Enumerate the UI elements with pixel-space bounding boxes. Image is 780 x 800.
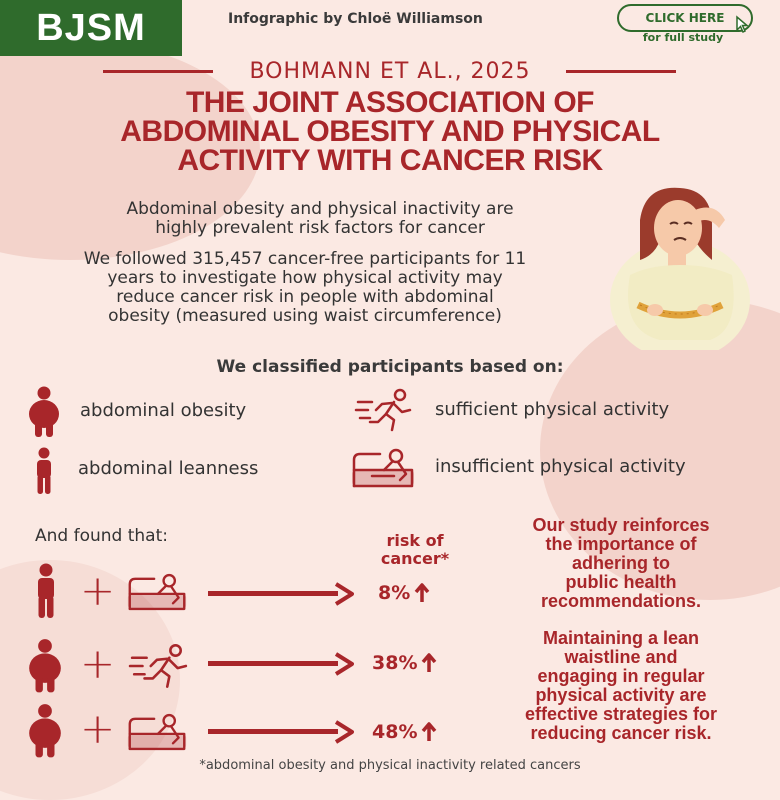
- couch-sitting-person-icon: [126, 710, 188, 754]
- intro-line: Abdominal obesity and physical inactivity are: [126, 199, 514, 219]
- lean-person-icon: [33, 563, 59, 619]
- takeaway-line: Our study reinforces: [532, 515, 710, 535]
- infographic-title: [0, 88, 780, 175]
- risk-heading-line: cancer*: [380, 549, 450, 568]
- obese-person-icon: [26, 386, 62, 438]
- intro-paragraph-1: [40, 200, 600, 238]
- couch-sitting-person-icon: [350, 446, 416, 490]
- takeaway-reinforce: [476, 516, 766, 611]
- arrow-up-icon: [421, 653, 437, 673]
- click-here-button[interactable]: CLICK HERE: [617, 4, 753, 32]
- arrow-line: [208, 661, 338, 666]
- running-person-icon: [128, 643, 190, 689]
- arrow-up-icon: [414, 583, 430, 603]
- risk-of-cancer-heading: [362, 532, 468, 568]
- title-line: ABDOMINAL OBESITY AND PHYSICAL: [120, 115, 660, 148]
- arrow-right-icon: [334, 720, 354, 744]
- risk-percent: 38%: [372, 652, 418, 674]
- intro-paragraph-2: [10, 250, 600, 326]
- takeaway-line: public health: [565, 572, 677, 592]
- infographic-credit: Infographic by Chloë Williamson: [228, 11, 483, 27]
- takeaway-line: recommendations.: [540, 591, 702, 611]
- plus-icon: +: [80, 639, 116, 688]
- obese-person-icon: [26, 703, 64, 759]
- findings-heading: And found that:: [35, 526, 168, 546]
- footnote: *abdominal obesity and physical inactivity related cancers: [199, 758, 581, 773]
- risk-value-row-2: [372, 652, 437, 674]
- arrow-right-icon: [334, 652, 354, 676]
- legend-label-leanness: abdominal leanness: [78, 458, 259, 479]
- risk-value-row-3: [372, 721, 437, 743]
- risk-value-row-1: [378, 582, 430, 604]
- intro-line: reduce cancer risk in people with abdominal: [116, 287, 494, 307]
- risk-percent: 8%: [378, 582, 411, 604]
- lean-person-icon: [32, 447, 56, 495]
- title-line: ACTIVITY WITH CANCER RISK: [177, 144, 603, 177]
- takeaway-line: adhering to: [572, 553, 670, 573]
- arrow-up-icon: [421, 722, 437, 742]
- obese-person-icon: [26, 638, 64, 694]
- intro-line: We followed 315,457 cancer-free participants for 11: [83, 249, 527, 269]
- full-study-link[interactable]: for full study: [642, 31, 724, 44]
- woman-measuring-waist-illustration: [600, 180, 760, 350]
- cursor-icon: [733, 14, 753, 34]
- arrow-right-icon: [334, 582, 354, 606]
- takeaway-line: waistline and: [564, 647, 678, 667]
- risk-percent: 48%: [372, 721, 418, 743]
- title-line: THE JOINT ASSOCIATION OF: [185, 86, 594, 119]
- couch-sitting-person-icon: [126, 570, 188, 614]
- risk-heading-line: risk of: [386, 531, 444, 550]
- takeaway-line: physical activity are: [535, 685, 707, 705]
- plus-icon: +: [80, 704, 116, 753]
- intro-line: years to investigate how physical activity may: [107, 268, 503, 288]
- takeaway-strategies: [476, 629, 766, 743]
- arrow-line: [208, 729, 338, 734]
- takeaway-line: the importance of: [545, 534, 697, 554]
- running-person-icon: [354, 388, 414, 432]
- takeaway-line: Maintaining a lean: [542, 628, 700, 648]
- legend-label-insufficient: insufficient physical activity: [435, 456, 686, 477]
- plus-icon: +: [80, 566, 116, 615]
- study-authors: BOHMANN ET AL., 2025: [249, 59, 531, 84]
- legend-label-sufficient: sufficient physical activity: [435, 399, 670, 420]
- intro-line: highly prevalent risk factors for cancer: [155, 218, 485, 238]
- takeaway-line: engaging in regular: [537, 666, 705, 686]
- bjsm-logo[interactable]: BJSM: [0, 0, 182, 56]
- takeaway-line: reducing cancer risk.: [530, 723, 712, 743]
- classification-heading: We classified participants based on:: [216, 357, 564, 377]
- arrow-line: [208, 591, 338, 596]
- takeaway-line: effective strategies for: [524, 704, 718, 724]
- intro-line: obesity (measured using waist circumference): [108, 306, 502, 326]
- legend-label-obesity: abdominal obesity: [80, 400, 247, 421]
